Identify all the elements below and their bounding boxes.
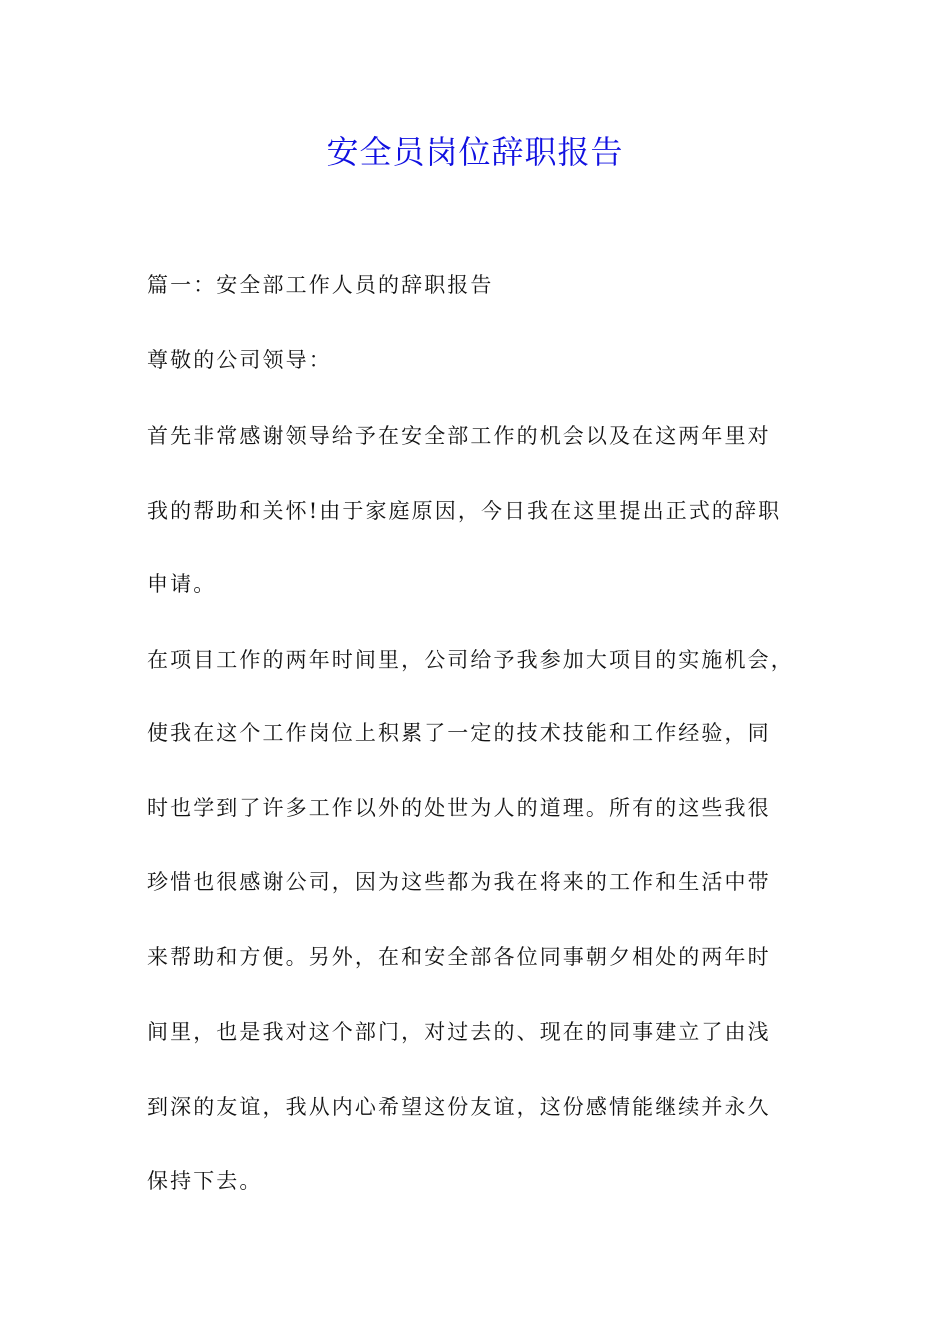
paragraph-2-line: 间里，也是我对这个部门，对过去的、现在的同事建立了由浅 — [147, 1020, 771, 1044]
paragraph-2-line: 珍惜也很感谢公司，因为这些都为我在将来的工作和生活中带 — [147, 870, 771, 894]
salutation: 尊敬的公司领导： — [147, 348, 332, 372]
paragraph-1-line: 申请。 — [147, 572, 217, 596]
paragraph-2-line: 在项目工作的两年时间里，公司给予我参加大项目的实施机会， — [147, 648, 794, 672]
paragraph-1-line: 我的帮助和关怀!由于家庭原因，今日我在这里提出正式的辞职 — [147, 499, 782, 523]
paragraph-1-line: 首先非常感谢领导给予在安全部工作的机会以及在这两年里对 — [147, 424, 771, 448]
paragraph-2-line: 到深的友谊，我从内心希望这份友谊，这份感情能继续并永久 — [147, 1095, 771, 1119]
section-heading: 篇一：安全部工作人员的辞职报告 — [147, 273, 494, 297]
paragraph-2-line: 使我在这个工作岗位上积累了一定的技术技能和工作经验，同 — [147, 721, 771, 745]
paragraph-2-line: 保持下去。 — [147, 1169, 263, 1193]
paragraph-2-line: 时也学到了许多工作以外的处世为人的道理。所有的这些我很 — [147, 796, 771, 820]
paragraph-2-line: 来帮助和方便。另外，在和安全部各位同事朝夕相处的两年时 — [147, 945, 771, 969]
document-title: 安全员岗位辞职报告 — [326, 133, 624, 171]
